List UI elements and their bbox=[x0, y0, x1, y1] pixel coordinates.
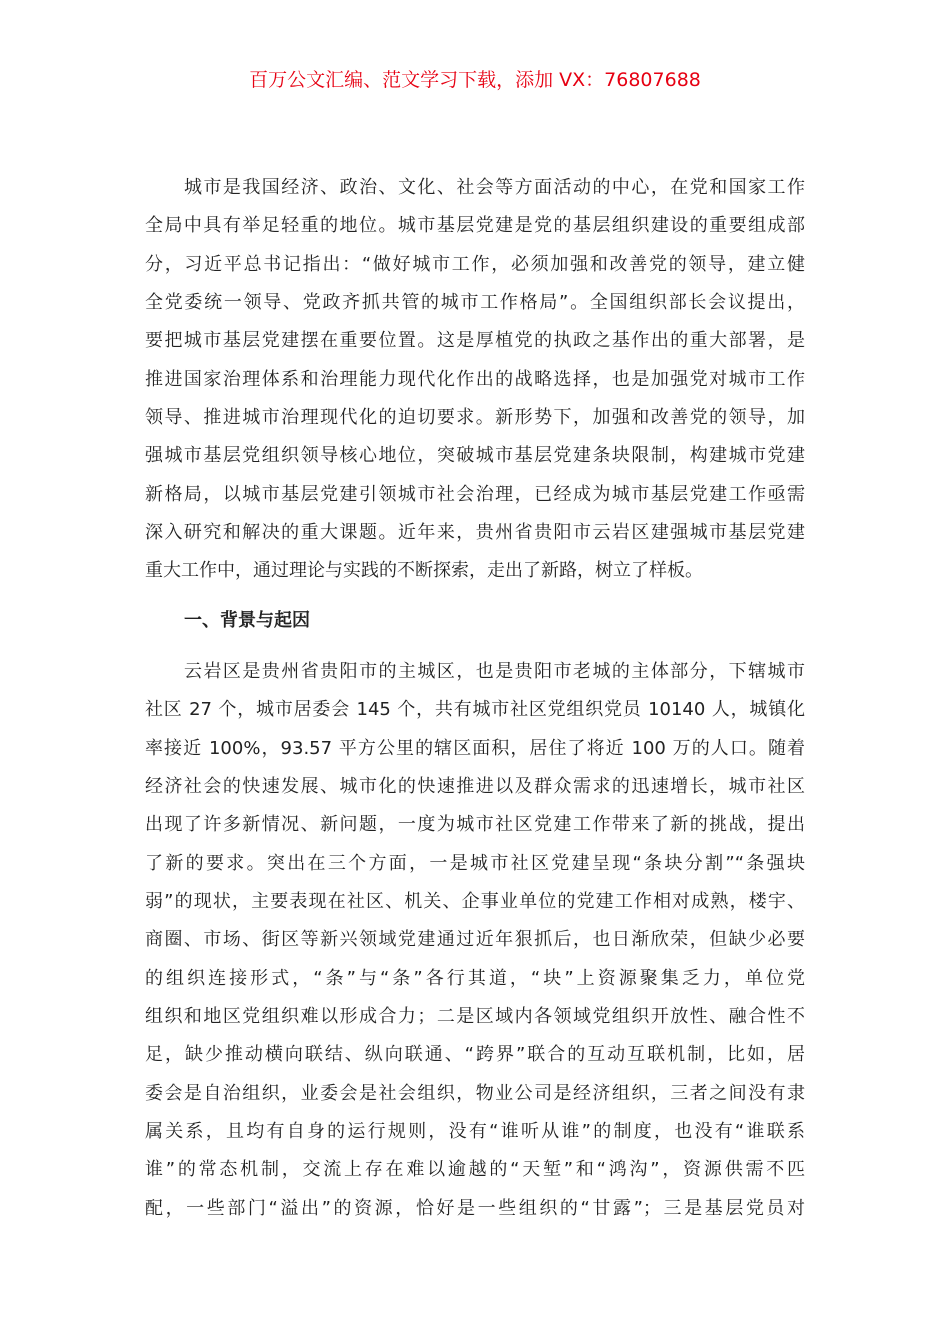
text-line: 委会是自治组织，业委会是社会组织，物业公司是经济组织，三者之间没有隶 bbox=[145, 1082, 805, 1104]
text-line: 深入研究和解决的重大课题。近年来，贵州省贵阳市云岩区建强城市基层党建 bbox=[145, 522, 805, 544]
text-line: 组织和地区党组织难以形成合力；二是区域内各领域党组织开放性、融合性不 bbox=[145, 1006, 805, 1028]
text-line: 社区 27 个，城市居委会 145 个，共有城市社区党组织党员 10140 人，城镇化 bbox=[145, 699, 805, 721]
text-line: 配，一些部门“溢出”的资源，恰好是一些组织的“甘露”；三是基层党员对 bbox=[145, 1197, 805, 1219]
text-line: 属关系，且均有自身的运行规则，没有“谁听从谁”的制度，也没有“谁联系 bbox=[145, 1121, 805, 1143]
text-line: 经济社会的快速发展、城市化的快速推进以及群众需求的迅速增长，城市社区 bbox=[145, 776, 805, 798]
text-line: 重大工作中，通过理论与实践的不断探索，走出了新路，树立了样板。 bbox=[145, 560, 703, 582]
text-line: 要把城市基层党建摆在重要位置。这是厚植党的执政之基作出的重大部署，是 bbox=[145, 330, 805, 352]
text-line: 了新的要求。突出在三个方面，一是城市社区党建呈现“条块分割”“条强块 bbox=[145, 852, 805, 874]
text-line: 出现了许多新情况、新问题，一度为城市社区党建工作带来了新的挑战，提出 bbox=[145, 814, 805, 836]
text-line: 城市是我国经济、政治、文化、社会等方面活动的中心，在党和国家工作 bbox=[184, 177, 805, 198]
section-heading: 一、背景与起因 bbox=[184, 610, 310, 631]
text-line: 商圈、市场、街区等新兴领域党建通过近年狠抓后，也日渐欣荣，但缺少必要 bbox=[145, 929, 805, 951]
text-line: 全局中具有举足轻重的地位。城市基层党建是党的基层组织建设的重要组成部 bbox=[145, 215, 805, 237]
text-line: 率接近 100%，93.57 平方公里的辖区面积，居住了将近 100 万的人口。随着 bbox=[145, 737, 805, 759]
text-line: 领导、推进城市治理现代化的迫切要求。新形势下，加强和改善党的领导，加 bbox=[145, 407, 805, 429]
text-line: 全党委统一领导、党政齐抓共管的城市工作格局”。全国组织部长会议提出， bbox=[145, 292, 805, 314]
text-line: 的组织连接形式，“条”与“条”各行其道，“块”上资源聚集乏力，单位党 bbox=[145, 967, 805, 989]
intro-paragraph bbox=[145, 169, 805, 591]
text-line: 弱”的现状，主要表现在社区、机关、企事业单位的党建工作相对成熟，楼宇、 bbox=[145, 891, 805, 913]
text-line: 强城市基层党组织领导核心地位，突破城市基层党建条块限制，构建城市党建 bbox=[145, 445, 805, 467]
background-paragraph bbox=[145, 653, 805, 1228]
text-line: 足，缺少推动横向联结、纵向联通、“跨界”联合的互动互联机制，比如，居 bbox=[145, 1044, 805, 1066]
text-line: 新格局，以城市基层党建引领城市社会治理，已经成为城市基层党建工作亟需 bbox=[145, 483, 805, 505]
text-line: 推进国家治理体系和治理能力现代化作出的战略选择，也是加强党对城市工作 bbox=[145, 368, 805, 390]
download-banner: 百万公文汇编、范文学习下载，添加 VX：76807688 bbox=[249, 69, 701, 91]
text-line: 谁”的常态机制，交流上存在难以逾越的“天堑”和“鸿沟”，资源供需不匹 bbox=[145, 1159, 805, 1181]
text-line: 云岩区是贵州省贵阳市的主城区，也是贵阳市老城的主体部分，下辖城市 bbox=[184, 661, 805, 682]
text-line: 分，习近平总书记指出：“做好城市工作，必须加强和改善党的领导，建立健 bbox=[145, 253, 805, 275]
